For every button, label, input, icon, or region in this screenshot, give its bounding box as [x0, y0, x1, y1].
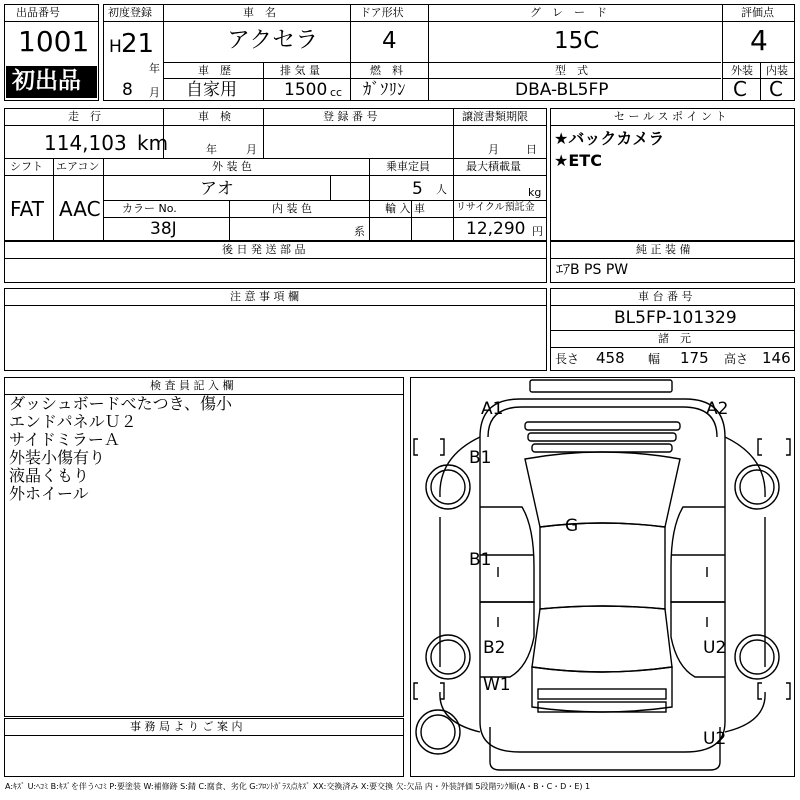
height-label: 高さ: [724, 352, 749, 366]
mileage-header: 走 行: [68, 110, 101, 123]
inspector-note: 液晶くもり: [9, 466, 90, 485]
damage-mark: B1: [469, 448, 492, 468]
shift-header: シフト: [10, 160, 43, 173]
inspector-note: 外装小傷有り: [9, 448, 106, 467]
damage-mark: W1: [483, 675, 511, 695]
lot-no-header: 出品番号: [16, 6, 60, 19]
notes-header: 注 意 事 項 欄: [230, 290, 299, 303]
first-reg-header: 初度登録: [108, 6, 152, 19]
genuine-equipment-value: ｴｱB PS PW: [556, 262, 629, 278]
import-header: 輸 入 車: [385, 202, 425, 215]
inspector-note: 外ホイール: [9, 484, 89, 503]
year-unit: 年: [149, 62, 160, 75]
cc-unit: cc: [330, 86, 343, 99]
sales-point-item: ★ETC: [554, 151, 602, 170]
inspection-month-unit: 月: [246, 143, 257, 156]
damage-mark: B1: [469, 550, 492, 570]
width-value: 175: [680, 349, 709, 367]
fuel-header: 燃 料: [370, 64, 403, 77]
fuel-value: ｶﾞｿﾘﾝ: [363, 80, 406, 100]
color-no-header: カラー No.: [122, 202, 177, 215]
model-header: 型 式: [555, 64, 588, 77]
length-value: 458: [596, 349, 625, 367]
history-header: 車 歴: [198, 64, 231, 77]
office-header: 事 務 局 よ り ご 案 内: [130, 720, 243, 733]
ext-color-header: 外 装 色: [212, 160, 252, 173]
damage-mark: A2: [706, 399, 729, 419]
first-listing-label: 初出品: [12, 68, 81, 94]
history-value: 自家用: [186, 80, 237, 100]
doors-header: ドア形状: [360, 6, 404, 19]
shift-value: FAT: [10, 197, 45, 221]
exterior-header: 外装: [731, 64, 753, 77]
genuine-equipment-header: 純 正 装 備: [636, 243, 691, 256]
score-header: 評価点: [741, 6, 774, 19]
car-name-value: アクセラ: [227, 27, 319, 53]
mileage-value: 114,103: [44, 131, 127, 155]
month-value: 8: [122, 80, 133, 100]
damage-mark: G: [565, 516, 579, 536]
interior-header: 内装: [766, 64, 788, 77]
year-value: 21: [121, 29, 155, 59]
recycle-value: 12,290: [466, 219, 526, 239]
car-diagram: [410, 377, 795, 777]
damage-mark: U2: [703, 638, 727, 658]
kg-unit: kg: [528, 186, 542, 199]
ac-header: エアコン: [56, 160, 100, 173]
int-color-header: 内 装 色: [272, 202, 312, 215]
transfer-day-unit: 日: [526, 143, 537, 156]
inspector-note: サイドミラーＡ: [9, 430, 120, 449]
ext-color-value: アオ: [200, 179, 234, 199]
car-name-header: 車 名: [243, 6, 276, 19]
doors-value: 4: [382, 28, 397, 54]
width-label: 幅: [648, 352, 661, 366]
damage-mark: B2: [483, 638, 506, 658]
reg-no-header: 登 録 番 号: [323, 110, 378, 123]
lot-no-value: 1001: [18, 25, 90, 58]
length-label: 長さ: [555, 352, 580, 366]
sales-point-item: ★バックカメラ: [554, 129, 665, 148]
km-unit: km: [137, 131, 169, 155]
model-value: DBA-BL5FP: [515, 80, 609, 100]
height-value: 146: [762, 349, 791, 367]
color-no-value: 38J: [150, 219, 177, 239]
yen-unit: 円: [532, 225, 543, 238]
interior-value: C: [769, 77, 783, 101]
transfer-docs-header: 譲渡書類期限: [462, 110, 528, 123]
ac-value: AAC: [59, 197, 101, 221]
score-value: 4: [750, 24, 768, 57]
max-load-header: 最大積載量: [466, 160, 521, 173]
later-parts-header: 後 日 発 送 部 品: [222, 243, 306, 256]
grade-value: 15C: [554, 28, 600, 54]
dims-header: 諸 元: [658, 332, 691, 345]
recycle-header: リサイクル預託金: [456, 202, 535, 213]
int-color-unit: 系: [354, 225, 365, 238]
inspector-header: 検 査 員 記 入 欄: [150, 379, 234, 392]
transfer-month-unit: 月: [488, 143, 499, 156]
inspector-note: エンドパネルＵ２: [9, 412, 137, 431]
capacity-value: 5: [412, 179, 423, 199]
chassis-header: 車 台 番 号: [638, 290, 693, 303]
inspection-year-unit: 年: [206, 143, 217, 156]
sales-points-box: [550, 108, 795, 241]
chassis-value: BL5FP-101329: [614, 308, 737, 328]
displacement-value: 1500: [284, 80, 328, 100]
displacement-header: 排 気 量: [280, 64, 320, 77]
era-value: H: [109, 37, 122, 57]
exterior-value: C: [733, 77, 747, 101]
month-unit: 月: [149, 86, 160, 99]
inspection-header: 車 検: [198, 110, 231, 123]
damage-mark: A1: [481, 399, 504, 419]
capacity-header: 乗車定員: [386, 160, 430, 173]
legend: A:ｷｽﾞ U:ﾍｺﾐ B:ｷｽﾞを伴うﾍｺﾐ P:要塗装 W:補修跡 S:錆 C:腐食、劣化 G:ﾌﾛﾝﾄｶﾞﾗｽ点ｷｽﾞ XX:交換済み X:要交換 欠:欠品 内・外装評価 5段階ﾗﾝｸ順(A・B・C・D・E) 1: [5, 782, 591, 791]
inspector-note: ダッシュボードべたつき、傷小: [9, 394, 233, 413]
person-unit: 人: [436, 183, 447, 196]
damage-mark: U2: [703, 729, 727, 749]
sales-points-header: セ ー ル ス ポ イ ン ト: [614, 110, 727, 123]
grade-header: グ レ ー ド: [530, 6, 607, 19]
